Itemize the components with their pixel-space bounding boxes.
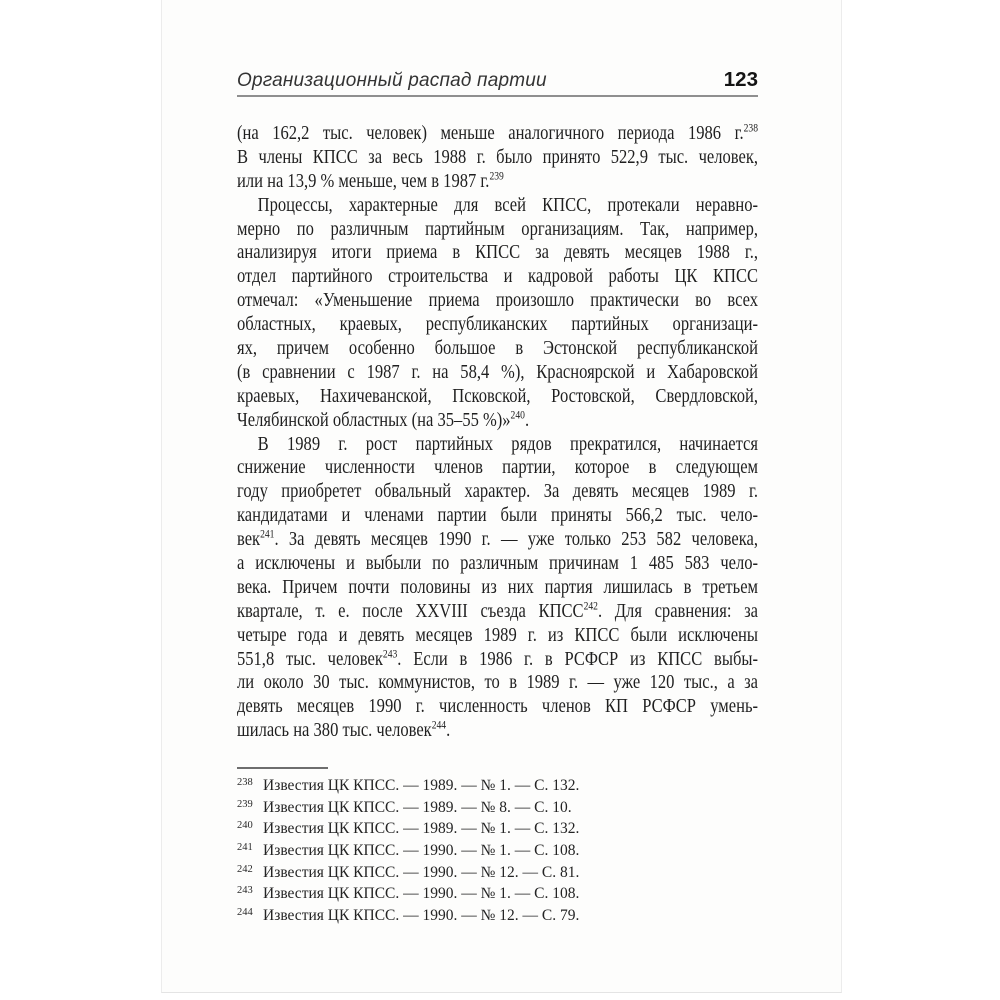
body-line: анализируя итоги приема в КПСС за девять месяцев 1988 г.,	[237, 241, 759, 264]
body-line: краевых, Нахичеванской, Псковской, Ростовской, Свердловской,	[237, 384, 759, 407]
header-rule	[237, 95, 758, 97]
body-line: или на 13,9 % меньше, чем в 1987 г.$^{239}$	[237, 169, 504, 192]
footnote-ref: 240	[510, 408, 525, 422]
body-line: (в сравнении с 1987 г. на 58,4 %), Красноярской и Хабаровской	[237, 360, 759, 383]
footnote-item	[237, 794, 758, 816]
footnote-ref: 243	[382, 647, 398, 660]
paragraph	[237, 122, 758, 194]
page-number: 123	[723, 68, 758, 91]
body-line: девять месяцев 1990 г. численность членов КП РСФСР умень-	[237, 695, 759, 718]
footnote-text: Известия ЦК КПСС. — 1989. — № 1. — С. 132.	[263, 777, 580, 794]
running-header-title: Организационный распад партии	[237, 70, 547, 91]
footnotes	[237, 772, 758, 924]
footnote-ref: 239	[489, 169, 504, 183]
footnote-text: Известия ЦК КПСС. — 1990. — № 12. — С. 81.	[263, 863, 580, 881]
body-line: (на 162,2 тыс. человек) меньше аналогичного периода 1986 г.$^{238}$	[237, 122, 759, 144]
running-header	[237, 68, 758, 92]
footnote-text: Известия ЦК КПСС. — 1990. — № 1. — С. 108.	[263, 842, 580, 860]
body-line: В члены КПСС за весь 1988 г. было принято 522,9 тыс. человек,	[237, 145, 759, 168]
footnote-ref: 244	[431, 719, 447, 732]
body-line: областных, краевых, республиканских партийных организаци-	[237, 313, 759, 336]
footnote-item	[237, 837, 758, 859]
paragraph	[237, 433, 758, 744]
footnote-ref: 242	[583, 599, 598, 613]
footnote-ref: 241	[260, 528, 275, 541]
body-line: снижение численности членов партии, которое в следующем	[237, 456, 759, 479]
footnote-text: Известия ЦК КПСС. — 1989. — № 1. — С. 132.	[263, 820, 580, 838]
body-line: отдел партийного строительства и кадровой работы ЦК КПСС	[237, 265, 759, 288]
footnote-item	[237, 815, 758, 837]
footnote-number: 238	[237, 777, 253, 788]
footnote-number: 240	[237, 820, 253, 832]
body-line: ли около 30 тыс. коммунистов, то в 1989 г. — уже 120 тыс., а за	[237, 671, 759, 694]
footnote-text: Известия ЦК КПСС. — 1990. — № 12. — С. 79.	[263, 907, 580, 925]
body-line: В 1989 г. рост партийных рядов прекратился, начинается	[257, 432, 759, 455]
body-text	[237, 122, 758, 743]
footnote-number: 243	[237, 885, 253, 897]
body-line: отмечал: «Уменьшение приема произошло практически во всех	[237, 289, 759, 312]
body-line: 551,8 тыс. человек$^{243}$. Если в 1986 г. в РСФСР из КПСС выбы-	[237, 647, 759, 670]
body-line: Челябинской областных (на 35–55 %)»$^{240}$.	[237, 408, 530, 431]
body-line: кандидатами и членами партии были приняты 566,2 тыс. чело-	[237, 504, 759, 527]
body-line: шилась на 380 тыс. человек$^{244}$.	[237, 719, 451, 742]
paragraph	[237, 194, 758, 433]
footnote-number: 241	[237, 842, 253, 854]
footnote-text: Известия ЦК КПСС. — 1989. — № 8. — С. 10.	[263, 798, 572, 816]
footnote-item	[237, 859, 758, 881]
footnote-number: 242	[237, 863, 253, 875]
body-line: году приобретет обвальный характер. За девять месяцев 1989 г.	[237, 480, 759, 503]
footnote-item	[237, 880, 758, 902]
body-line: век$^{241}$. За девять месяцев 1990 г. — уже только 253 582 человека,	[237, 528, 759, 551]
body-line: века. Причем почти половины из них партия лишилась в третьем	[237, 575, 759, 598]
footnote-item	[237, 902, 758, 924]
footnote-number: 244	[237, 907, 253, 919]
footnote-ref: 238	[743, 122, 759, 135]
footnote-item	[237, 772, 758, 794]
body-line: четыре года и девять месяцев 1989 г. из КПСС были исключены	[237, 623, 759, 646]
body-line: ях, причем особенно большое в Эстонской республиканской	[237, 337, 759, 360]
footnote-text: Известия ЦК КПСС. — 1990. — № 1. — С. 108.	[263, 885, 580, 903]
footnote-number: 239	[237, 798, 253, 810]
body-line: Процессы, характерные для всей КПСС, протекали неравно-	[257, 193, 759, 216]
footnote-separator	[237, 767, 328, 769]
body-line: мерно по различным партийным организациям. Так, например,	[237, 217, 759, 240]
body-line: а исключены и выбыли по различным причинам 1 485 583 чело-	[237, 552, 759, 575]
body-line: квартале, т. е. после XXVIII съезда КПСС$^{242}$. Для сравнения: за	[237, 599, 759, 622]
